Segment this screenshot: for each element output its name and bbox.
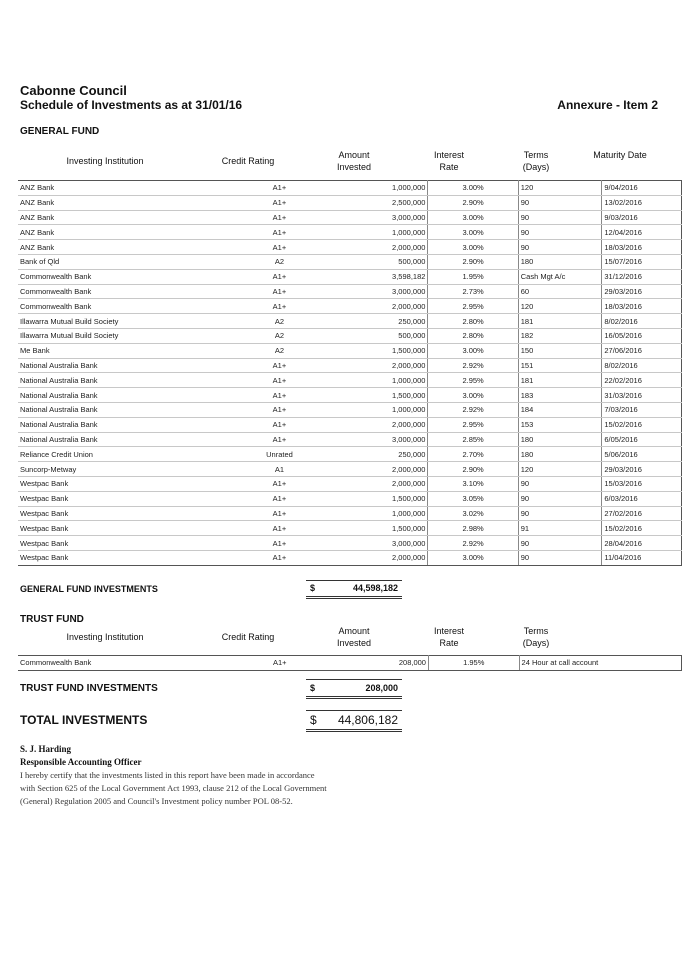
cell-mat: 27/06/2016 [602, 343, 682, 358]
cell-rating: A2 [213, 343, 346, 358]
cell-rating: A1+ [213, 181, 346, 196]
table-row [18, 343, 682, 358]
cell-rate: 2.90% [428, 195, 518, 210]
cell-mat: 15/03/2016 [602, 476, 682, 491]
column-header-terms [496, 149, 576, 173]
trust-fund-title: TRUST FUND [20, 614, 84, 625]
cell-rate: 2.90% [428, 254, 518, 269]
cell-mat: 15/07/2016 [602, 254, 682, 269]
cell-rating: A1+ [213, 536, 346, 551]
cell-terms: 184 [518, 402, 602, 417]
cell-amt: 1,000,000 [346, 506, 428, 521]
table-row [18, 181, 682, 196]
trust-fund-total-currency: $ [310, 683, 316, 693]
table-row [18, 328, 682, 343]
cell-rate: 2.95% [428, 373, 518, 388]
cell-rate: 3.00% [428, 550, 518, 565]
column-header-rating: Credit Rating [221, 156, 275, 166]
cell-rate: 3.02% [428, 506, 518, 521]
general-fund-total-value: 44,598,182 [352, 583, 398, 593]
cell-inst: ANZ Bank [18, 181, 213, 196]
trust-column-header-rate-line1: Interest [433, 626, 464, 636]
cell-amt: 208,000 [346, 656, 428, 671]
cell-rate: 2.92% [428, 358, 518, 373]
schedule-title: Schedule of Investments as at 31/01/16 [20, 98, 243, 112]
trust-fund-total-value: 208,000 [365, 683, 398, 693]
cell-inst: Westpac Bank [18, 521, 213, 536]
cell-rating: A1+ [213, 269, 346, 284]
column-header-institution: Investing Institution [66, 156, 144, 166]
trust-column-header-amount-line2: Invested [336, 638, 372, 648]
cell-terms: 90 [518, 210, 602, 225]
table-row [18, 284, 682, 299]
cell-inst: Westpac Bank [18, 506, 213, 521]
cell-amt: 500,000 [346, 328, 428, 343]
general-fund-table [18, 180, 682, 566]
table-row [18, 506, 682, 521]
cell-amt: 2,000,000 [346, 358, 428, 373]
general-fund-total-currency: $ [310, 583, 316, 593]
cell-rate: 2.95% [428, 299, 518, 314]
cell-mat: 15/02/2016 [602, 521, 682, 536]
cell-terms: 180 [518, 447, 602, 462]
cell-rating: A1+ [213, 432, 346, 447]
cell-rate: 1.95% [428, 656, 519, 671]
cell-amt: 2,000,000 [346, 417, 428, 432]
trust-column-header-terms-line2: (Days) [522, 638, 550, 648]
cell-rating: A1+ [213, 506, 346, 521]
cell-terms: 180 [518, 432, 602, 447]
cell-rate: 2.80% [428, 328, 518, 343]
cell-mat: 28/04/2016 [602, 536, 682, 551]
column-header-amount-line1: Amount [338, 150, 370, 160]
cell-inst: Commonwealth Bank [18, 284, 213, 299]
cell-amt: 2,000,000 [346, 476, 428, 491]
cell-mat: 12/04/2016 [602, 225, 682, 240]
cell-amt: 3,000,000 [346, 432, 428, 447]
cell-mat: 8/02/2016 [602, 314, 682, 329]
certification-line-1: I hereby certify that the investments listed in this report have been made in accordance [20, 770, 315, 780]
total-investments-label: TOTAL INVESTMENTS [20, 713, 148, 727]
cell-mat [603, 656, 682, 671]
cell-amt: 250,000 [346, 447, 428, 462]
cell-terms: 90 [518, 536, 602, 551]
cell-amt: 3,000,000 [346, 536, 428, 551]
cell-rate: 2.90% [428, 462, 518, 477]
cell-terms: 90 [518, 476, 602, 491]
cell-inst: National Australia Bank [18, 388, 213, 403]
cell-mat: 8/02/2016 [602, 358, 682, 373]
cell-rate: 3.00% [428, 388, 518, 403]
cell-amt: 2,000,000 [346, 240, 428, 255]
cell-terms: 150 [518, 343, 602, 358]
cell-terms: 151 [518, 358, 602, 373]
annexure-label: Annexure - Item 2 [557, 98, 658, 112]
cell-inst: Commonwealth Bank [18, 269, 213, 284]
cell-rate: 2.92% [428, 536, 518, 551]
cell-rating: A1+ [213, 476, 346, 491]
cell-mat: 5/06/2016 [602, 447, 682, 462]
cell-rate: 3.10% [428, 476, 518, 491]
trust-column-header-rate-line2: Rate [439, 638, 459, 648]
cell-rate: 3.00% [428, 343, 518, 358]
cell-amt: 2,000,000 [346, 462, 428, 477]
column-header-terms-line1: Terms [523, 150, 549, 160]
cell-inst: National Australia Bank [18, 432, 213, 447]
column-header-rate-line1: Interest [433, 150, 464, 160]
cell-rating: A1+ [213, 210, 346, 225]
cell-rating: A1+ [213, 284, 346, 299]
trust-fund-table [18, 655, 682, 671]
certification-line-3: (General) Regulation 2005 and Council's Investment policy number POL 08-52. [20, 796, 293, 806]
cell-rate: 2.85% [428, 432, 518, 447]
table-row [18, 447, 682, 462]
cell-rating: A1+ [213, 358, 346, 373]
cell-amt: 1,000,000 [346, 373, 428, 388]
cell-inst: Me Bank [18, 343, 213, 358]
cell-terms: 183 [518, 388, 602, 403]
cell-amt: 3,000,000 [346, 284, 428, 299]
cell-rating: A1+ [213, 195, 346, 210]
cell-inst: Illawarra Mutual Build Society [18, 328, 213, 343]
council-name: Cabonne Council [20, 83, 127, 98]
trust-column-header-amount [314, 625, 394, 649]
trust-fund-table-body [18, 656, 682, 671]
cell-inst: ANZ Bank [18, 225, 213, 240]
cell-mat: 22/02/2016 [602, 373, 682, 388]
table-row [18, 476, 682, 491]
cell-rating: A1+ [213, 373, 346, 388]
cell-inst: Suncorp-Metway [18, 462, 213, 477]
total-investments-box [306, 710, 402, 732]
table-row [18, 432, 682, 447]
trust-column-header-rate [409, 625, 489, 649]
cell-amt: 1,500,000 [346, 343, 428, 358]
cell-terms: 153 [518, 417, 602, 432]
cell-mat: 18/03/2016 [602, 299, 682, 314]
cell-inst: National Australia Bank [18, 402, 213, 417]
cell-amt: 500,000 [346, 254, 428, 269]
cell-terms: 90 [518, 195, 602, 210]
cell-rate: 3.00% [428, 210, 518, 225]
table-row [18, 491, 682, 506]
trust-column-header-amount-line1: Amount [338, 626, 370, 636]
column-header-amount-line2: Invested [336, 162, 372, 172]
table-row [18, 254, 682, 269]
trust-column-header-terms [496, 625, 576, 649]
cell-rating: A1+ [213, 656, 346, 671]
cell-terms: 90 [518, 491, 602, 506]
cell-inst: Commonwealth Bank [18, 656, 213, 671]
cell-rate: 2.70% [428, 447, 518, 462]
cell-terms: 180 [518, 254, 602, 269]
cell-rating: A1+ [213, 491, 346, 506]
cell-inst: Westpac Bank [18, 491, 213, 506]
total-investments-currency: $ [310, 713, 317, 727]
column-header-amount [314, 149, 394, 173]
table-row [18, 462, 682, 477]
cell-rating: A1+ [213, 402, 346, 417]
cell-amt: 1,000,000 [346, 181, 428, 196]
cell-inst: Bank of Qld [18, 254, 213, 269]
cell-terms: 90 [518, 506, 602, 521]
cell-rating: A1+ [213, 550, 346, 565]
cell-inst: Commonwealth Bank [18, 299, 213, 314]
cell-rating: A1+ [213, 240, 346, 255]
cell-rate: 2.95% [428, 417, 518, 432]
cell-rating: A1 [213, 462, 346, 477]
table-row [18, 521, 682, 536]
cell-amt: 1,000,000 [346, 402, 428, 417]
cell-terms: 181 [518, 314, 602, 329]
cell-amt: 2,000,000 [346, 550, 428, 565]
cell-mat: 29/03/2016 [602, 284, 682, 299]
cell-amt: 250,000 [346, 314, 428, 329]
cell-mat: 31/03/2016 [602, 388, 682, 403]
cell-rating: A2 [213, 328, 346, 343]
table-row [18, 402, 682, 417]
certification-line-2: with Section 625 of the Local Government Act 1993, clause 212 of the Local Government [20, 783, 327, 793]
cell-rate: 2.92% [428, 402, 518, 417]
cell-mat: 31/12/2016 [602, 269, 682, 284]
column-header-maturity: Maturity Date [593, 150, 647, 160]
cell-mat: 27/02/2016 [602, 506, 682, 521]
signatory-role: Responsible Accounting Officer [20, 757, 142, 767]
signatory-name: S. J. Harding [20, 744, 72, 754]
cell-inst: ANZ Bank [18, 240, 213, 255]
cell-inst: Illawarra Mutual Build Society [18, 314, 213, 329]
cell-mat: 29/03/2016 [602, 462, 682, 477]
cell-terms: 120 [518, 462, 602, 477]
general-fund-total-box [306, 580, 402, 599]
cell-terms: 182 [518, 328, 602, 343]
cell-rating: A2 [213, 314, 346, 329]
total-investments-value: 44,806,182 [337, 713, 398, 727]
cell-inst: Westpac Bank [18, 536, 213, 551]
cell-inst: National Australia Bank [18, 417, 213, 432]
cell-rate: 3.00% [428, 225, 518, 240]
cell-rate: 3.00% [428, 181, 518, 196]
table-row [18, 299, 682, 314]
cell-rate: 3.05% [428, 491, 518, 506]
cell-rate: 2.98% [428, 521, 518, 536]
cell-rate: 3.00% [428, 240, 518, 255]
table-row [18, 358, 682, 373]
cell-inst: National Australia Bank [18, 373, 213, 388]
cell-rating: A2 [213, 254, 346, 269]
table-row [18, 373, 682, 388]
trust-column-header-institution: Investing Institution [66, 632, 144, 642]
table-row [18, 240, 682, 255]
cell-rating: A1+ [213, 417, 346, 432]
table-row [18, 195, 682, 210]
cell-rate: 2.80% [428, 314, 518, 329]
trust-fund-total-label: TRUST FUND INVESTMENTS [20, 683, 158, 694]
table-row [18, 210, 682, 225]
table-row [18, 536, 682, 551]
cell-terms: 90 [518, 550, 602, 565]
cell-inst: Westpac Bank [18, 550, 213, 565]
cell-terms: Cash Mgt A/c [518, 269, 602, 284]
cell-rate: 1.95% [428, 269, 518, 284]
cell-terms: 24 Hour at call account [519, 656, 602, 671]
cell-mat: 18/03/2016 [602, 240, 682, 255]
cell-mat: 13/02/2016 [602, 195, 682, 210]
general-fund-table-body [18, 181, 682, 566]
cell-rating: A1+ [213, 225, 346, 240]
table-row [18, 550, 682, 565]
cell-amt: 1,500,000 [346, 521, 428, 536]
cell-mat: 16/05/2016 [602, 328, 682, 343]
cell-rating: A1+ [213, 388, 346, 403]
cell-mat: 9/03/2016 [602, 210, 682, 225]
cell-amt: 2,000,000 [346, 299, 428, 314]
cell-inst: Reliance Credit Union [18, 447, 213, 462]
cell-mat: 6/03/2016 [602, 491, 682, 506]
trust-column-header-terms-line1: Terms [523, 626, 549, 636]
cell-rate: 2.73% [428, 284, 518, 299]
cell-inst: National Australia Bank [18, 358, 213, 373]
cell-terms: 120 [518, 299, 602, 314]
cell-amt: 1,500,000 [346, 491, 428, 506]
cell-rating: A1+ [213, 299, 346, 314]
cell-inst: ANZ Bank [18, 210, 213, 225]
general-fund-title: GENERAL FUND [20, 126, 100, 137]
table-row [18, 225, 682, 240]
table-row [18, 269, 682, 284]
cell-inst: ANZ Bank [18, 195, 213, 210]
table-row [18, 656, 682, 671]
cell-mat: 6/05/2016 [602, 432, 682, 447]
cell-terms: 90 [518, 225, 602, 240]
cell-terms: 91 [518, 521, 602, 536]
table-row [18, 388, 682, 403]
cell-mat: 7/03/2016 [602, 402, 682, 417]
column-header-terms-line2: (Days) [522, 162, 550, 172]
cell-amt: 1,000,000 [346, 225, 428, 240]
cell-amt: 3,598,182 [346, 269, 428, 284]
cell-rating: Unrated [213, 447, 346, 462]
column-header-rate-line2: Rate [439, 162, 459, 172]
table-row [18, 417, 682, 432]
table-row [18, 314, 682, 329]
trust-column-header-rating: Credit Rating [221, 632, 275, 642]
cell-mat: 11/04/2016 [602, 550, 682, 565]
general-fund-total-label: GENERAL FUND INVESTMENTS [20, 584, 158, 594]
column-header-rate [409, 149, 489, 173]
cell-mat: 15/02/2016 [602, 417, 682, 432]
cell-terms: 181 [518, 373, 602, 388]
cell-amt: 3,000,000 [346, 210, 428, 225]
cell-terms: 90 [518, 240, 602, 255]
cell-terms: 60 [518, 284, 602, 299]
cell-rating: A1+ [213, 521, 346, 536]
cell-mat: 9/04/2016 [602, 181, 682, 196]
cell-amt: 1,500,000 [346, 388, 428, 403]
cell-inst: Westpac Bank [18, 476, 213, 491]
trust-fund-total-box [306, 679, 402, 699]
cell-terms: 120 [518, 181, 602, 196]
cell-amt: 2,500,000 [346, 195, 428, 210]
